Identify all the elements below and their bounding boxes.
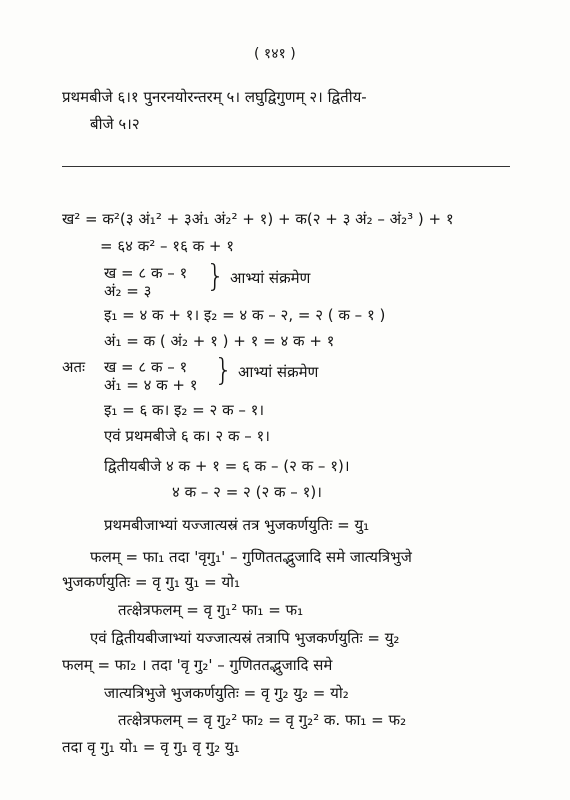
equation-8: ४ क – २ = २ (२ क – १)।	[172, 483, 322, 501]
equation-7: द्वितीयबीजे ४ क + १ = ६ क – (२ क – १)।	[104, 457, 350, 475]
body-line-6: फलम् = फा₂ । तदा 'वृ गु₂' – गुणिततद्भुजादि समे	[62, 656, 333, 674]
system-1-line-a: ख = ८ क – १	[104, 264, 188, 282]
system-2-note: आभ्यां संक्रमेण	[238, 363, 319, 381]
curly-brace-icon: }	[214, 353, 234, 388]
system-1-note: आभ्यां संक्रमेण	[230, 269, 311, 287]
body-line-1: प्रथमबीजाभ्यां यज्जात्यस्रं तत्र भुजकर्णयुतिः = यु₁	[104, 516, 370, 534]
equation-4: अं₁ = क ( अं₂ + १ ) + १ = ४ क + १	[104, 332, 335, 350]
intro-line-1: प्रथमबीजे ६।१ पुनरनयोरन्तरम् ५। लघुद्विगुणम् २। द्वितीय-	[62, 88, 367, 106]
body-line-2: फलम् = फा₁ तदा 'वृगु₁' – गुणिततद्भुजादि समे जात्यत्रिभुजे	[90, 548, 412, 566]
atah-label: अतः	[62, 358, 86, 376]
equation-3: इ₁ = ४ क + १। इ₂ = ४ क – २, = २ ( क – १ )	[104, 306, 386, 324]
horizontal-rule	[62, 166, 510, 167]
equation-1: ख² = क²(३ अं₁² + ३अं₁ अं₂² + १) + क(२ + ३ अं₂ – अं₂³ ) + १	[62, 210, 454, 228]
equation-5: इ₁ = ६ क। इ₂ = २ क – १।	[104, 401, 265, 419]
system-2-line-a: ख = ८ क – १	[104, 358, 188, 376]
curly-brace-icon: }	[206, 259, 226, 294]
body-line-9: तदा वृ गु₁ यो₁ = वृ गु₁ वृ गु₂ यु₁	[62, 738, 240, 756]
equation-6: एवं प्रथमबीजे ६ क। २ क – १।	[104, 427, 270, 445]
body-line-3: भुजकर्णयुतिः = वृ गु₁ यु₁ = यो₁	[62, 573, 241, 591]
page-number: ( १४१ )	[254, 46, 296, 62]
intro-line-2: बीजे ५।२	[90, 115, 140, 133]
body-line-8: तत्क्षेत्रफलम् = वृ गु₂² फा₂ = वृ गु₂² क. फा₁ = फ₂	[118, 711, 407, 729]
body-line-5: एवं द्वितीयबीजाभ्यां यज्जात्यस्रं तत्रापि भुजकर्णयुतिः = यु₂	[90, 629, 400, 647]
system-2-line-b: अं₁ = ४ क + १	[104, 376, 198, 394]
equation-2: = ६४ क² – १६ क + १	[100, 237, 235, 255]
system-1-line-b: अं₂ = ३	[104, 282, 152, 300]
body-line-7: जात्यत्रिभुजे भुजकर्णयुतिः = वृ गु₂ यु₂ = यो₂	[104, 684, 349, 702]
body-line-4: तत्क्षेत्रफलम् = वृ गु₁² फा₁ = फ₁	[118, 601, 304, 619]
